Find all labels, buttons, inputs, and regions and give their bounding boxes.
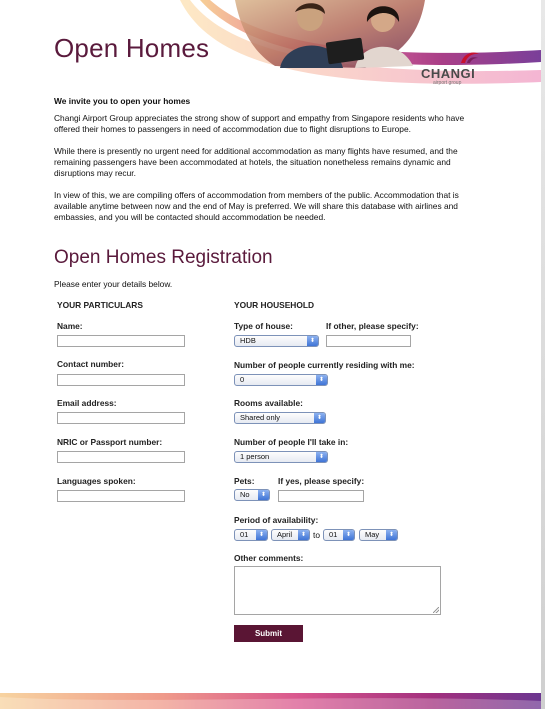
house-type-value: HDB	[240, 336, 256, 345]
residing-select[interactable]	[234, 374, 328, 386]
name-input[interactable]	[57, 335, 185, 347]
intro-heading: We invite you to open your homes	[54, 96, 191, 106]
take-in-select[interactable]	[234, 451, 328, 463]
nric-input[interactable]	[57, 451, 185, 463]
other-house-type-input[interactable]	[326, 335, 411, 347]
intro-paragraph-1: Changi Airport Group appreciates the strong show of support and empathy from Singapore residents who have offered their homes to passengers in need of accommodation due to flight disruptions to Europe.	[54, 113, 465, 134]
residing-value: 0	[240, 375, 245, 384]
contact-number-label: Contact number:	[57, 359, 124, 369]
residing-label: Number of people currently residing with me:	[234, 360, 415, 370]
up-down-arrows-icon: ⬍	[256, 530, 267, 540]
nric-label: NRIC or Passport number:	[57, 437, 163, 447]
comments-textarea[interactable]	[234, 566, 441, 615]
travellers-photo	[215, 0, 435, 70]
logo-tagline: airport group	[433, 80, 462, 86]
up-down-arrows-icon: ⬍	[258, 490, 269, 500]
page-title: Open Homes	[54, 33, 210, 63]
other-specify-label: If other, please specify:	[326, 321, 419, 331]
take-in-label: Number of people I'll take in:	[234, 437, 349, 447]
registration-instruction: Please enter your details below.	[54, 279, 173, 289]
languages-label: Languages spoken:	[57, 476, 136, 486]
intro-paragraph-2: While there is presently no urgent need for additional accommodation as many flights have resumed, and the remaining passengers have been accommodated at hotels, the situation nonetheless remains dynamic and disruptions may recur.	[54, 146, 458, 178]
intro-paragraph-3: In view of this, we are compiling offers of accommodation from members of the public. Accommodation that is available anytime between now and the end of May is preferred. We will share this database with airlines and embassies, and you will be contacted should accommodation be needed.	[54, 190, 459, 222]
comments-label: Other comments:	[234, 553, 304, 563]
to-day-select[interactable]	[323, 529, 355, 541]
to-month-value: May	[365, 530, 380, 539]
submit-button[interactable]: Submit	[234, 625, 303, 642]
up-down-arrows-icon: ⬍	[343, 530, 354, 540]
take-in-value: 1 person	[240, 452, 270, 461]
email-input[interactable]	[57, 412, 185, 424]
up-down-arrows-icon: ⬍	[386, 530, 397, 540]
changi-logo	[421, 50, 491, 86]
particulars-heading: YOUR PARTICULARS	[57, 300, 143, 310]
from-month-select[interactable]	[271, 529, 310, 541]
household-heading: YOUR HOUSEHOLD	[234, 300, 315, 310]
footer-swoosh-graphic	[0, 693, 541, 709]
rooms-label: Rooms available:	[234, 398, 303, 408]
from-day-select[interactable]	[234, 529, 268, 541]
pets-value: No	[240, 490, 250, 499]
up-down-arrows-icon: ⬍	[298, 530, 309, 540]
pets-specify-input[interactable]	[278, 490, 364, 502]
rooms-value: Shared only	[240, 413, 281, 422]
house-type-select[interactable]	[234, 335, 319, 347]
window-edge	[541, 0, 545, 709]
up-down-arrows-icon: ⬍	[314, 413, 325, 423]
pets-select[interactable]	[234, 489, 270, 501]
logo-wordmark: CHANGI	[421, 66, 476, 81]
from-day-value: 01	[240, 530, 249, 539]
to-month-select[interactable]	[359, 529, 398, 541]
up-down-arrows-icon: ⬍	[316, 452, 327, 462]
resize-grip-icon[interactable]	[433, 607, 439, 613]
house-type-label: Type of house:	[234, 321, 293, 331]
contact-number-input[interactable]	[57, 374, 185, 386]
pets-label: Pets:	[234, 476, 255, 486]
pets-specify-label: If yes, please specify:	[278, 476, 365, 486]
rooms-select[interactable]	[234, 412, 326, 424]
registration-title: Open Homes Registration	[54, 247, 273, 268]
name-label: Name:	[57, 321, 83, 331]
changi-logo-mark	[459, 50, 481, 64]
period-to-text: to	[313, 530, 320, 540]
to-day-value: 01	[329, 530, 338, 539]
page-header	[0, 0, 541, 92]
up-down-arrows-icon: ⬍	[307, 336, 318, 346]
from-month-value: April	[277, 530, 293, 539]
period-label: Period of availability:	[234, 515, 319, 525]
languages-input[interactable]	[57, 490, 185, 502]
up-down-arrows-icon: ⬍	[316, 375, 327, 385]
email-label: Email address:	[57, 398, 117, 408]
intro-section	[54, 96, 490, 234]
